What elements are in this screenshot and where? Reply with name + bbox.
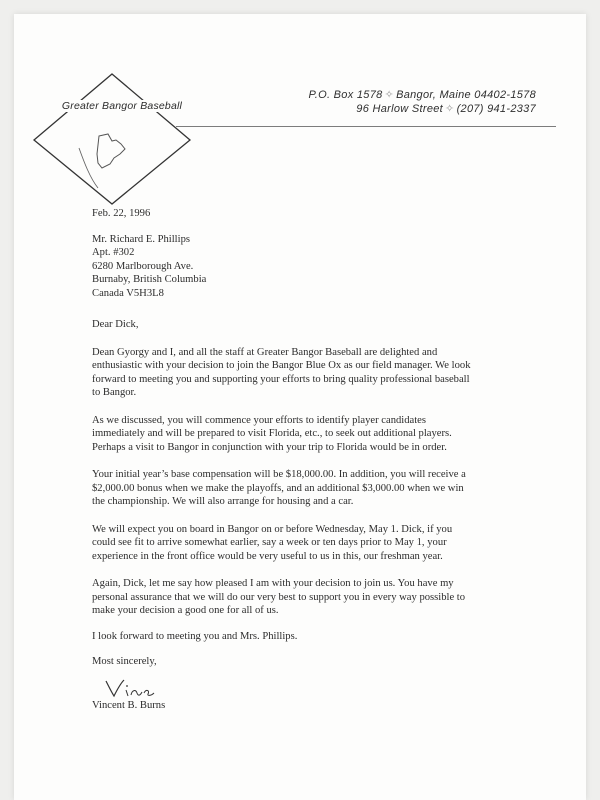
paragraph	[92, 523, 532, 564]
letter-body	[92, 207, 532, 712]
paragraph-line: We will expect you on board in Bangor on or before Wednesday, May 1. Dick, if you	[92, 523, 453, 535]
sign-off: Most sincerely,	[92, 656, 157, 667]
handwritten-signature	[104, 677, 164, 699]
recipient-line: Burnaby, British Columbia	[92, 274, 207, 285]
address-line-1	[309, 88, 536, 101]
paragraph-line: make your decision a good one for all of us.	[92, 605, 279, 616]
paragraph	[92, 577, 532, 618]
recipient-line: 6280 Marlborough Ave.	[92, 260, 194, 272]
paragraph-line: to Bangor.	[92, 387, 137, 398]
paragraph-line: enthusiastic with your decision to join the Bangor Blue Ox as our field manager. We look	[92, 360, 471, 371]
paragraph-line: Your initial year’s base compensation will be $18,000.00. In addition, you will receive a	[92, 469, 466, 480]
recipient-line: Apt. #302	[92, 247, 135, 258]
po-box-address: P.O. Box 1578	[308, 89, 383, 101]
letterhead-rule	[176, 126, 556, 127]
street-address: 96 Harlow Street	[356, 103, 444, 115]
paragraph-line: $2,000.00 bonus when we make the playoffs, and an additional $3,000.00 when we win	[92, 482, 464, 494]
paragraph-line: Dean Gyorgy and I, and all the staff at Greater Bangor Baseball are delighted and	[92, 346, 438, 358]
paragraph-line: experience in the front office would be very useful to us in this, our freshman year.	[92, 550, 443, 562]
closing-line: I look forward to meeting you and Mrs. Phillips.	[92, 630, 298, 642]
paragraph-line: Perhaps a visit to Bangor in conjunction with your trip to Florida would be in order.	[92, 441, 447, 453]
paragraph-line: immediately and will be prepared to visit Florida, etc., to seek out additional players.	[92, 428, 452, 439]
maine-diamond-logo-icon	[32, 70, 212, 220]
address-line-2	[356, 102, 536, 115]
paragraph-line: Again, Dick, let me say how pleased I am with your decision to join us. You have my	[92, 578, 454, 589]
paragraph	[92, 346, 532, 400]
city-state-zip: Bangor, Maine 04402-1578	[396, 89, 536, 101]
signer-name: Vincent B. Burns	[92, 699, 166, 711]
paragraph-line: personal assurance that we will do our very best to support you in every way possible to	[92, 591, 466, 603]
recipient-address	[92, 233, 532, 301]
separator-star-icon: ✧	[445, 103, 455, 115]
paragraph-line: the championship. We will also arrange for housing and a car.	[92, 496, 354, 507]
separator-star-icon: ✧	[384, 89, 395, 101]
phone-number: (207) 941-2337	[456, 103, 536, 115]
paragraph-line: could see fit to arrive somewhat earlier, say a week or ten days prior to May 1, your	[92, 537, 447, 548]
org-name: Greater Bangor Baseball	[36, 100, 208, 112]
recipient-line: Mr. Richard E. Phillips	[92, 233, 190, 245]
letter-date: Feb. 22, 1996	[92, 208, 151, 219]
salutation: Dear Dick,	[92, 319, 139, 330]
recipient-line: Canada V5H3L8	[92, 287, 164, 299]
letter-page	[14, 14, 586, 800]
paragraph-line: forward to meeting you and supporting your efforts to bring quality professional baseball	[92, 373, 470, 385]
paragraph-line: As we discussed, you will commence your efforts to identify player candidates	[92, 414, 427, 426]
paragraph	[92, 468, 532, 509]
paragraph	[92, 414, 532, 455]
